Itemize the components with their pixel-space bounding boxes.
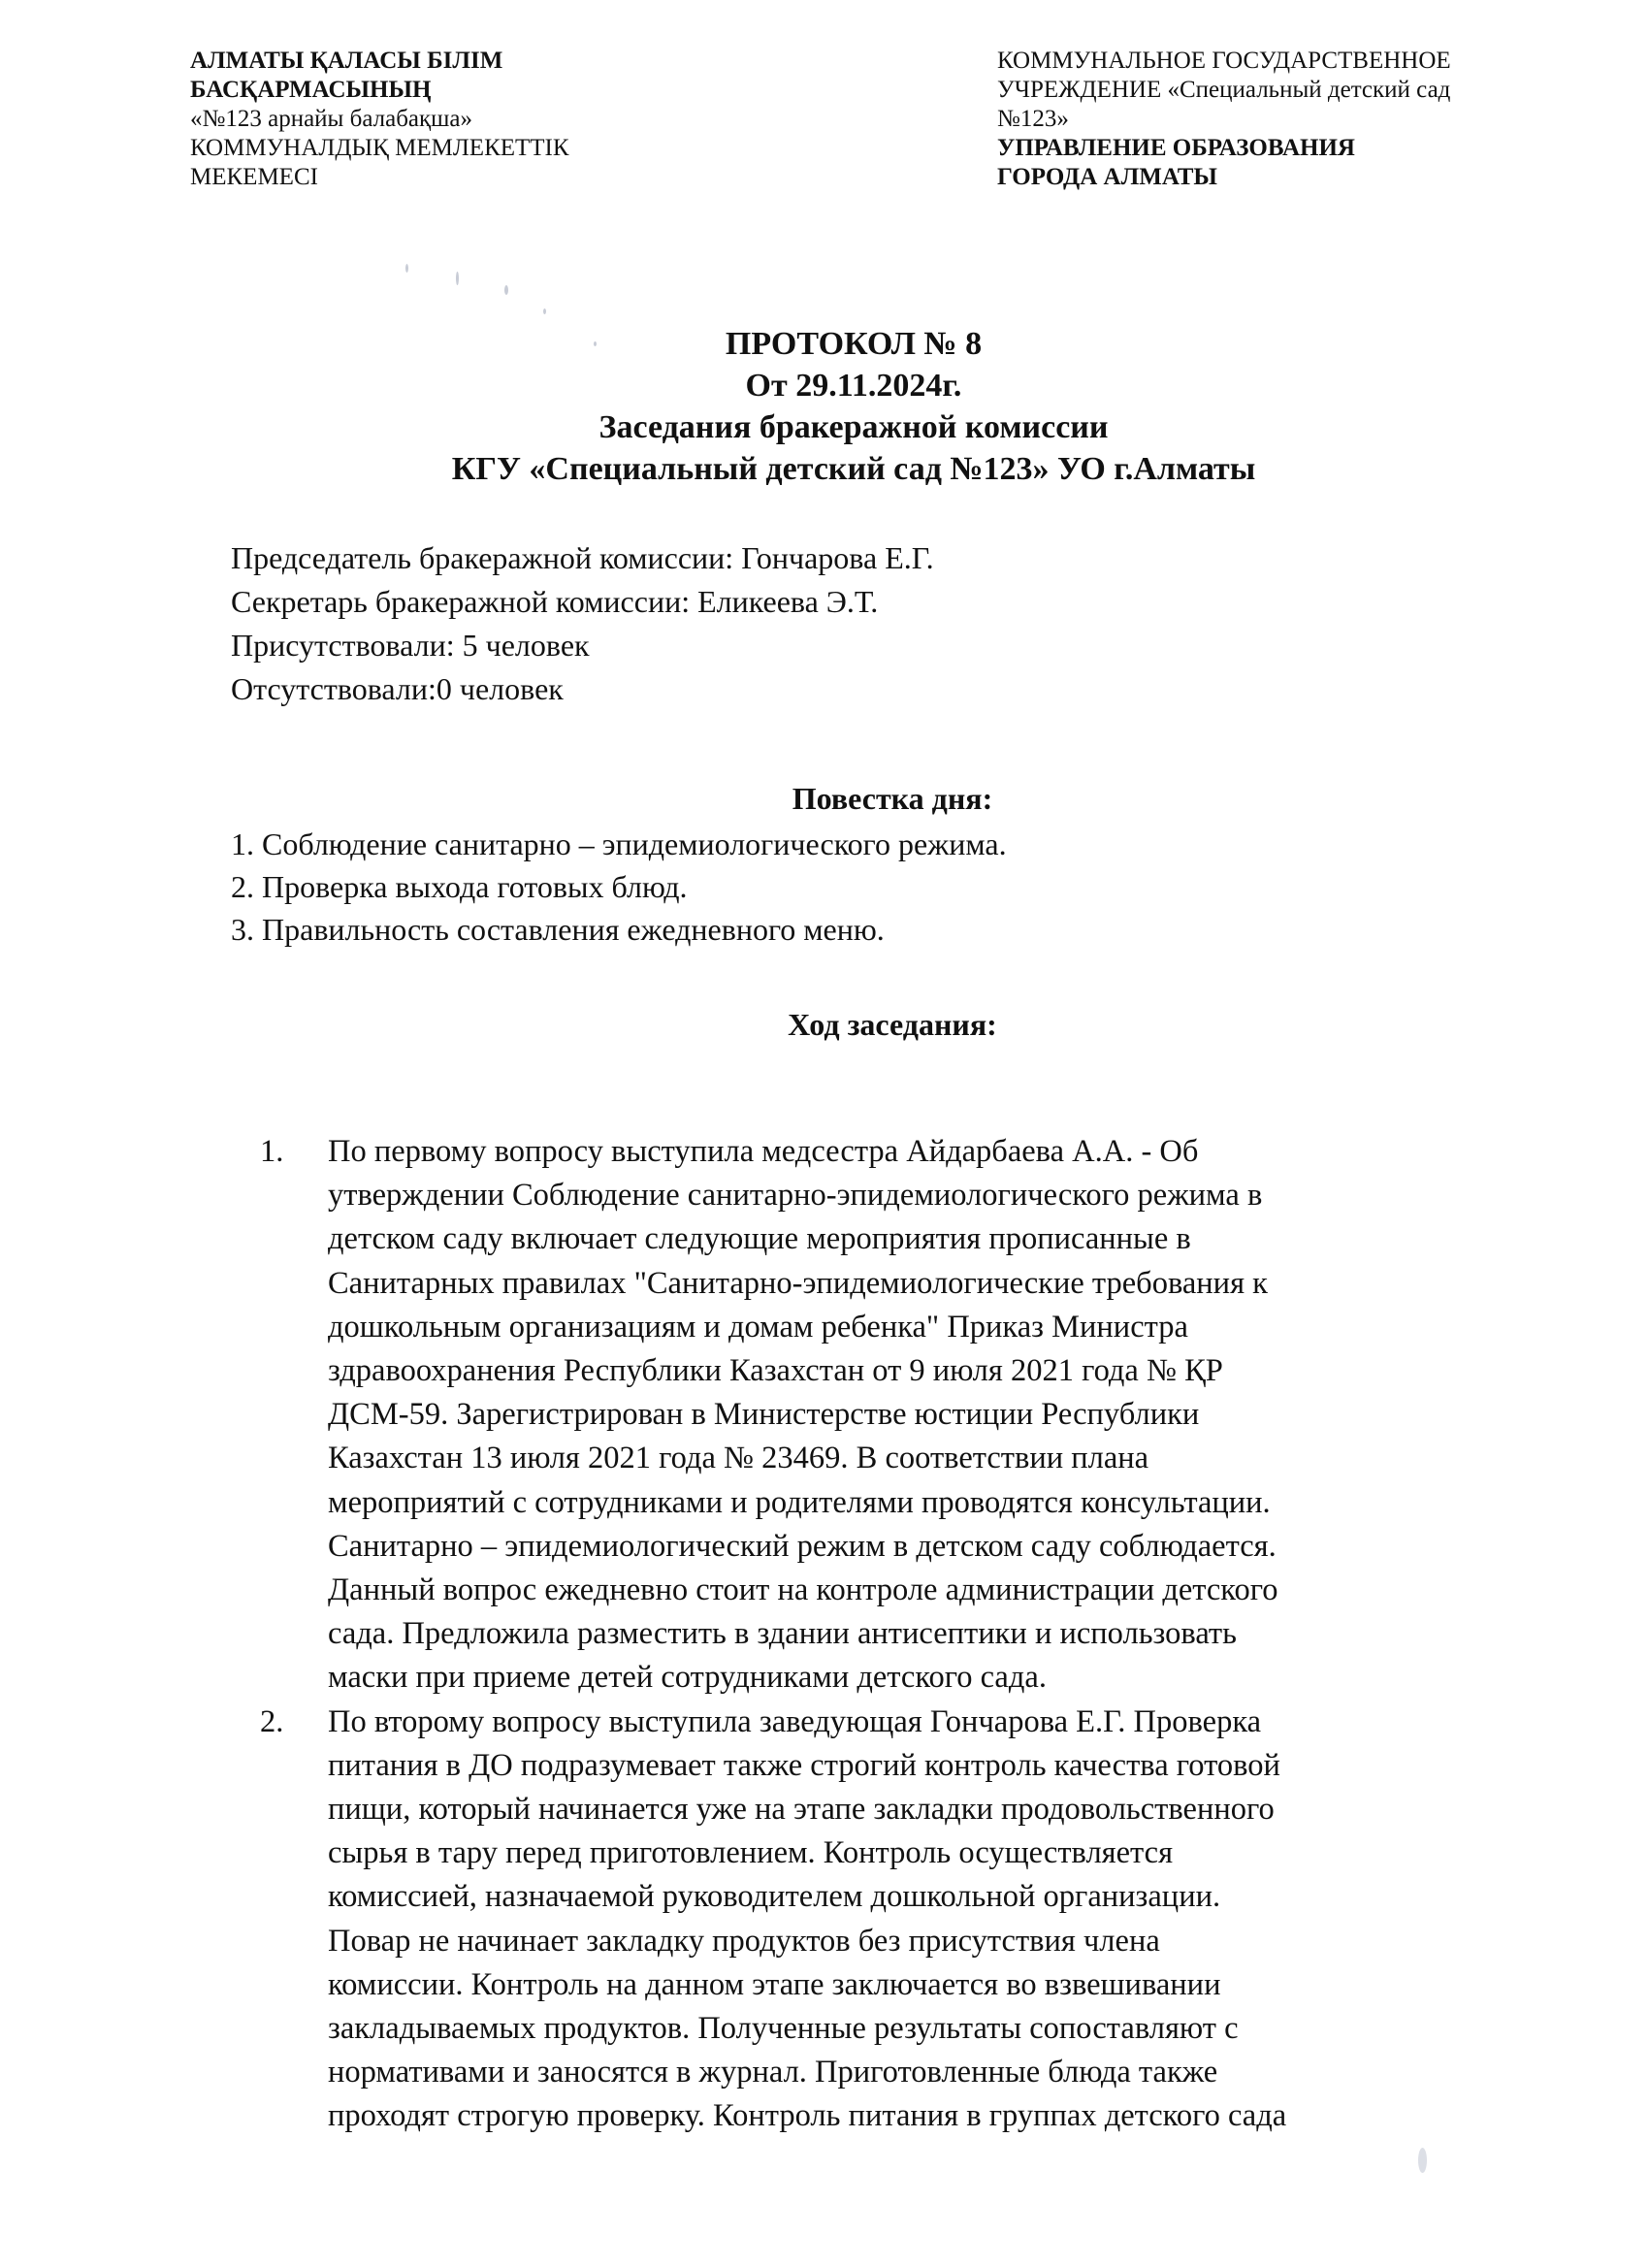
header-right-line: КОММУНАЛЬНОЕ ГОСУДАРСТВЕННОЕ: [997, 48, 1451, 74]
header-left-kazakh: [190, 47, 695, 192]
header-right-line: УЧРЕЖДЕНИЕ «Специальный детский сад: [997, 77, 1451, 103]
paragraph-line: маски при приеме детей сотрудниками детского сада.: [328, 1660, 1047, 1696]
header-left-line: «№123 арнайы балабақша»: [190, 106, 473, 132]
paragraph-line: ДСМ-59. Зарегистрирован в Министерстве юстиции Республики: [328, 1397, 1200, 1433]
proceedings-item: [260, 1130, 1521, 1701]
scan-artifact: [1418, 2148, 1427, 2173]
paragraph-line: По первому вопросу выступила медсестра Айдарбаева А.А. - Об: [328, 1134, 1199, 1169]
secretary-line: Секретарь бракеражной комиссии: Еликеева Э.Т.: [231, 584, 879, 619]
header-right-line: УПРАВЛЕНИЕ ОБРАЗОВАНИЯ: [997, 135, 1355, 161]
chair-line: Председатель бракеражной комиссии: Гончарова Е.Г.: [231, 540, 934, 575]
paragraph-line: сырья в тару перед приготовлением. Контроль осуществляется: [328, 1835, 1174, 1871]
header-left-line: КОММУНАЛДЫҚ МЕМЛЕКЕТТІК: [190, 135, 569, 161]
paragraph-line: дошкольным организациям и домам ребенка" Приказ Министра: [328, 1309, 1188, 1345]
scan-artifact: [543, 308, 546, 314]
scan-artifact: [456, 272, 459, 285]
scan-artifact: [405, 264, 408, 273]
agenda-item: 1. Соблюдение санитарно – эпидемиологического режима.: [231, 826, 1007, 861]
attendance-info: [231, 536, 934, 711]
agenda-item: 2. Проверка выхода готовых блюд.: [231, 869, 688, 904]
paragraph-line: Повар не начинает закладку продуктов без присутствия члена: [328, 1923, 1160, 1959]
paragraph-line: комиссии. Контроль на данном этапе заключается во взвешивании: [328, 1966, 1221, 2002]
paragraph-line: сада. Предложила разместить в здании антисептики и использовать: [328, 1616, 1237, 1652]
header-left-line: АЛМАТЫ ҚАЛАСЫ БІЛІМ: [190, 48, 503, 74]
paragraph-line: закладываемых продуктов. Полученные результаты сопоставляют с: [328, 2011, 1239, 2047]
protocol-number: ПРОТОКОЛ № 8: [725, 326, 983, 362]
paragraph-line: нормативами и заносятся в журнал. Приготовленные блюда также: [328, 2055, 1218, 2090]
document-title: [0, 323, 1649, 490]
header-left-line: МЕКЕМЕСІ: [190, 164, 318, 190]
header-right-line: №123»: [997, 106, 1069, 132]
proceedings-list: [260, 1130, 1521, 2139]
paragraph-line: Санитарных правилах "Санитарно-эпидемиологические требования к: [328, 1265, 1268, 1301]
paragraph-line: здравоохранения Республики Казахстан от 9 июля 2021 года № ҚР: [328, 1353, 1223, 1389]
header-left-line: БАСҚАРМАСЫНЫҢ: [190, 77, 432, 103]
header-right-russian: [997, 47, 1579, 192]
paragraph-line: проходят строгую проверку. Контроль питания в группах детского сада: [328, 2098, 1287, 2134]
paragraph-line: детском саду включает следующие мероприятия прописанные в: [328, 1221, 1191, 1257]
paragraph-line: пищи, который начинается уже на этапе закладки продовольственного: [328, 1792, 1275, 1828]
paragraph-line: утверждении Соблюдение санитарно-эпидемиологического режима в: [328, 1178, 1263, 1214]
agenda-heading: Повестка дня:: [792, 781, 993, 816]
paragraph-line: питания в ДО подразумевает также строгий контроль качества готовой: [328, 1747, 1280, 1783]
proceedings-item: [260, 1701, 1521, 2139]
paragraph-line: комиссией, назначаемой руководителем дошкольной организации.: [328, 1879, 1221, 1915]
absent-line: Отсутствовали:0 человек: [231, 671, 564, 706]
paragraph-line: Данный вопрос ежедневно стоит на контроле администрации детского: [328, 1572, 1278, 1608]
paragraph-line: По второму вопросу выступила заведующая Гончарова Е.Г. Проверка: [328, 1703, 1262, 1739]
item-number: 2.: [260, 1703, 284, 1739]
agenda-item: 3. Правильность составления ежедневного меню.: [231, 912, 885, 947]
item-number: 1.: [260, 1134, 284, 1169]
protocol-date: От 29.11.2024г.: [745, 368, 962, 404]
paragraph-line: мероприятий с сотрудниками и родителями проводятся консультации.: [328, 1484, 1271, 1520]
proceedings-heading: Ход заседания:: [788, 1007, 997, 1042]
header-right-line: ГОРОДА АЛМАТЫ: [997, 164, 1217, 190]
scan-artifact: [504, 285, 508, 295]
present-line: Присутствовали: 5 человек: [231, 628, 590, 663]
agenda-list: [231, 823, 1007, 951]
paragraph-line: Санитарно – эпидемиологический режим в детском саду соблюдается.: [328, 1528, 1277, 1564]
paragraph-line: Казахстан 13 июля 2021 года № 23469. В соответствии плана: [328, 1441, 1149, 1476]
meeting-title: Заседания бракеражной комиссии: [598, 409, 1109, 445]
organization-name: КГУ «Специальный детский сад №123» УО г.Алматы: [451, 451, 1256, 487]
